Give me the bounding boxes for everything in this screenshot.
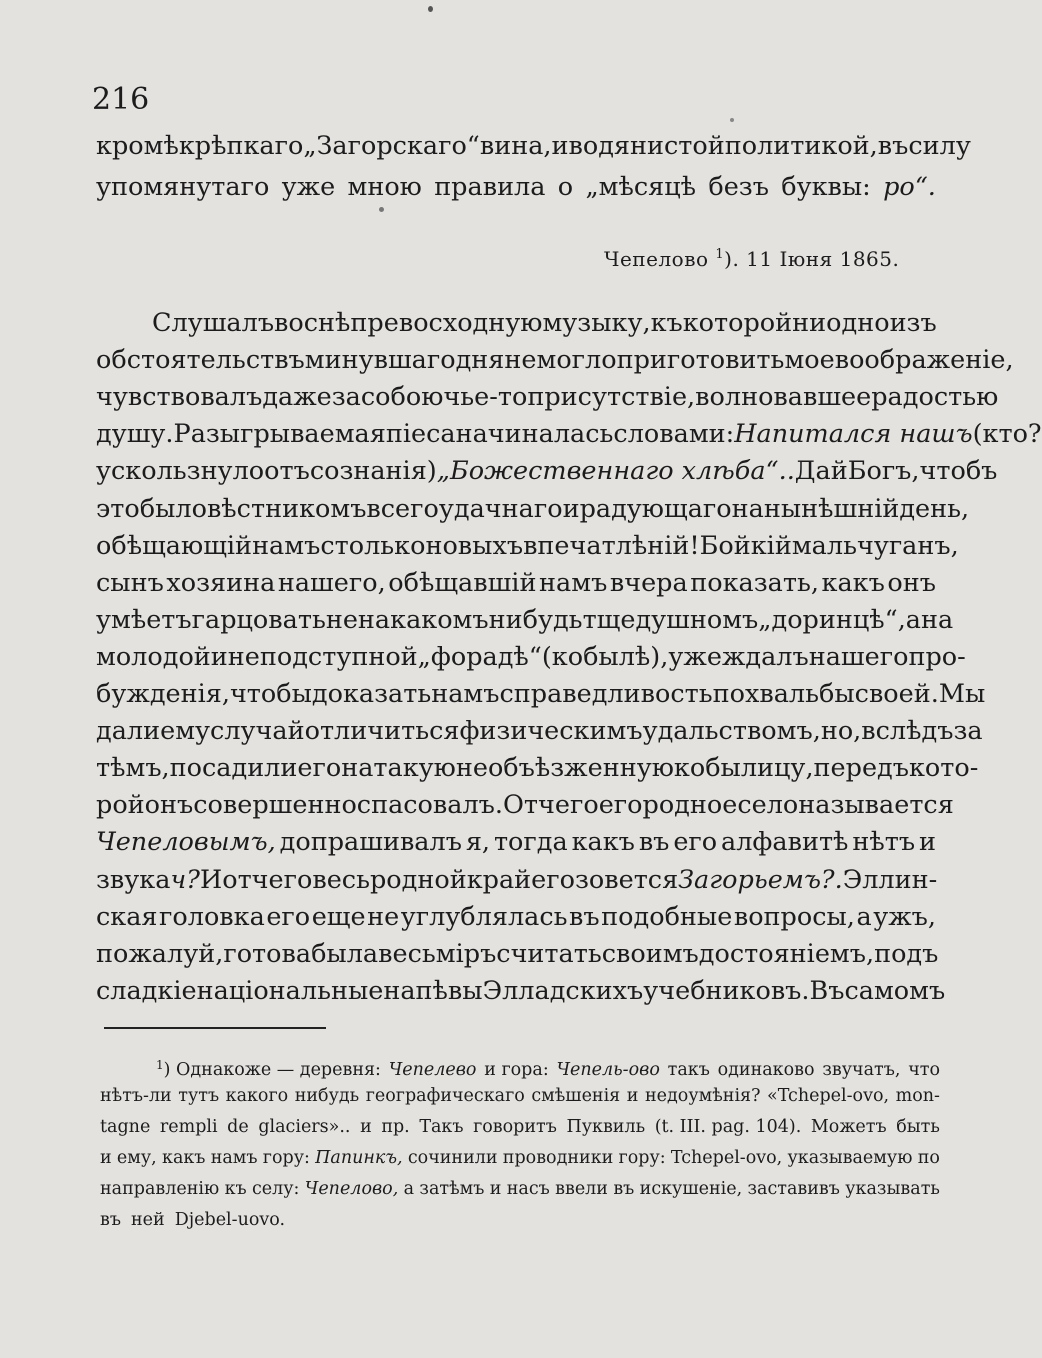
footnote-line xyxy=(100,1176,940,1203)
word: душу. xyxy=(96,419,174,450)
print-speck xyxy=(379,207,384,212)
word: ская xyxy=(96,901,158,932)
text-line xyxy=(96,862,936,898)
text-line xyxy=(96,787,954,823)
word: пожалуй, xyxy=(96,938,224,969)
word: Отчего xyxy=(503,790,599,821)
word: на xyxy=(921,604,954,635)
word: своей. xyxy=(854,679,939,709)
word: обѣщающій xyxy=(96,530,253,561)
word: на xyxy=(357,604,391,635)
word: Мы xyxy=(938,679,986,709)
word: собою xyxy=(360,382,444,413)
word: нашего, xyxy=(277,567,386,598)
word: необъѣзженную xyxy=(455,753,674,784)
word: нибудь xyxy=(488,604,583,635)
word: правила xyxy=(434,172,546,202)
word: „форадѣ“ xyxy=(417,641,542,672)
word: звука xyxy=(96,864,171,895)
word: за xyxy=(953,716,983,747)
word: что xyxy=(908,1060,940,1080)
word: ускользнуло xyxy=(96,456,265,487)
word: намъ xyxy=(252,530,321,561)
word: уже xyxy=(668,641,722,672)
word: и xyxy=(489,1179,502,1199)
word: отчего xyxy=(222,864,313,895)
word: сочинили xyxy=(407,1148,498,1168)
word: радостью xyxy=(871,382,999,413)
text-line xyxy=(96,379,999,415)
word: вѣстникомъ xyxy=(206,493,367,524)
word: зовется xyxy=(574,864,679,895)
text-line xyxy=(96,602,954,638)
footnote-rule xyxy=(104,1027,326,1029)
text-line xyxy=(96,305,936,341)
word: Богъ, xyxy=(847,456,920,487)
word: ни xyxy=(792,308,827,338)
word: Бойкій xyxy=(699,530,792,561)
word: спасовалъ. xyxy=(356,790,503,821)
print-speck xyxy=(730,118,734,122)
word: превосходную xyxy=(350,308,543,338)
word: Tchepel-ovo, xyxy=(670,1148,783,1168)
word: посадили xyxy=(169,753,298,784)
word: гору: xyxy=(262,1148,310,1168)
word: Загорьемъ?. xyxy=(678,864,843,895)
word: могло xyxy=(536,345,617,376)
text-line xyxy=(96,973,946,1009)
word: а xyxy=(856,901,872,932)
word: начиналась xyxy=(455,419,614,450)
word: упомянутаго xyxy=(96,172,270,202)
text-line xyxy=(96,565,936,601)
word: день, xyxy=(899,493,970,524)
word: и xyxy=(100,1148,112,1168)
word: въ xyxy=(613,1179,635,1199)
word: даже xyxy=(262,382,332,413)
word: Дай xyxy=(794,456,848,487)
word: достояніемъ, xyxy=(698,938,875,969)
word: mon- xyxy=(895,1086,940,1106)
word: мною xyxy=(347,172,422,202)
word: ему xyxy=(160,716,211,747)
word: случай xyxy=(210,716,305,747)
word: его xyxy=(531,864,575,895)
word: ужъ, xyxy=(873,901,936,932)
word: мое xyxy=(784,345,835,376)
word: подъ xyxy=(874,938,939,969)
word: нибудь xyxy=(294,1086,360,1106)
word: еще xyxy=(311,901,366,932)
word: піеса xyxy=(385,419,456,450)
footnote-line xyxy=(100,1207,940,1234)
word: край xyxy=(466,864,532,895)
word: учебниковъ. xyxy=(643,975,810,1006)
text-line xyxy=(96,639,966,675)
word: передъ xyxy=(813,753,909,784)
word: чувствовалъ xyxy=(96,382,263,413)
word: въ xyxy=(638,827,670,858)
word: Папинкъ, xyxy=(315,1148,403,1168)
text-line xyxy=(96,453,998,489)
word: Чепеловымъ, xyxy=(96,827,276,858)
word: мальчуганъ, xyxy=(791,530,959,561)
word: воображеніе, xyxy=(834,345,1014,376)
word: буквы: xyxy=(781,172,871,202)
word: его xyxy=(598,790,643,821)
text-line xyxy=(96,713,983,749)
word: искушеніе, xyxy=(639,1179,743,1199)
dateline-rest: ). 11 Іюня 1865. xyxy=(724,247,900,271)
word: быть xyxy=(896,1117,940,1137)
word: я, xyxy=(465,827,491,858)
word: Можетъ xyxy=(810,1117,887,1137)
word: тщедушномъ xyxy=(582,604,759,635)
word: и xyxy=(562,493,580,524)
word: „доринцѣ“, xyxy=(758,604,906,635)
word: сладкіе xyxy=(96,975,197,1006)
word: ро“. xyxy=(883,172,936,202)
word: tagne xyxy=(100,1117,151,1137)
word: изъ xyxy=(889,308,937,338)
word: родное xyxy=(642,790,738,821)
word: весь xyxy=(378,938,436,969)
word: музыку, xyxy=(542,308,651,338)
word: это xyxy=(96,493,140,524)
word: онъ xyxy=(887,567,936,598)
word: чтобы xyxy=(229,679,312,709)
word: говоритъ xyxy=(473,1117,557,1137)
word: пр. xyxy=(381,1117,410,1137)
word: въ xyxy=(569,901,600,932)
word: намъ xyxy=(431,679,500,709)
word: Элладскихъ xyxy=(482,975,644,1006)
word: Эллин- xyxy=(842,864,938,895)
word: совершенно xyxy=(193,790,357,821)
word: по xyxy=(917,1148,940,1168)
word: міръ xyxy=(435,938,497,969)
word: готова xyxy=(223,938,312,969)
word: его xyxy=(266,901,311,932)
word: Чепелово, xyxy=(304,1179,399,1199)
word: Разыгрываемая xyxy=(173,419,386,450)
word: обѣщавшій xyxy=(388,567,537,598)
word: во xyxy=(274,308,304,338)
word: указывать xyxy=(845,1179,940,1199)
word: Чепелево xyxy=(388,1060,477,1080)
word: тѣмъ, xyxy=(96,753,170,784)
word: тутъ xyxy=(178,1086,220,1106)
print-speck xyxy=(428,6,433,12)
word: отличиться xyxy=(304,716,460,747)
word: звучатъ, xyxy=(822,1060,901,1080)
word: не xyxy=(504,345,537,376)
word: національные xyxy=(196,975,384,1006)
word: но, xyxy=(820,716,862,747)
word: въ xyxy=(100,1210,121,1230)
text-line xyxy=(96,416,1042,452)
word: къ xyxy=(224,1179,247,1199)
word: къ xyxy=(650,308,683,338)
word: нынѣшній xyxy=(763,493,900,524)
word: (кто? xyxy=(972,419,1042,450)
word: намъ xyxy=(210,1148,258,1168)
word: подобные xyxy=(601,901,733,932)
word: обстоятельствъ xyxy=(96,345,305,376)
word: „Божественнаго хлѣба“.. xyxy=(436,456,795,487)
word: glaciers».. xyxy=(258,1117,351,1137)
word: и xyxy=(626,1086,639,1106)
word: умѣетъ xyxy=(96,604,192,635)
footnote-mark: 1 xyxy=(156,1058,164,1072)
text-line xyxy=(96,936,939,972)
word: направленію xyxy=(100,1179,220,1199)
word: считать xyxy=(496,938,602,969)
text-line xyxy=(96,899,936,935)
word: алфавитѣ xyxy=(721,827,849,858)
word: какомъ xyxy=(390,604,489,635)
word: родной xyxy=(369,864,467,895)
word: селу: xyxy=(251,1179,300,1199)
word: отъ xyxy=(264,456,310,487)
word: безъ xyxy=(708,172,769,202)
word: политикой, xyxy=(724,131,878,161)
word: хозяина xyxy=(166,567,276,598)
word: напѣвы xyxy=(383,975,483,1006)
word: онъ xyxy=(144,790,194,821)
word: такую xyxy=(373,753,456,784)
word: похвальбы xyxy=(712,679,855,709)
word: водянистой xyxy=(568,131,725,161)
word: какого xyxy=(225,1086,289,1106)
word: впечатлѣній! xyxy=(523,530,700,561)
word: на xyxy=(731,493,764,524)
word: а xyxy=(403,1179,415,1199)
word: физическимъ xyxy=(459,716,643,747)
word: а xyxy=(905,604,921,635)
word: удальствомъ, xyxy=(642,716,821,747)
footnote-line xyxy=(100,1114,940,1141)
word: ждалъ xyxy=(721,641,809,672)
word: неподступной xyxy=(227,641,418,672)
word: de xyxy=(227,1117,249,1137)
word: была xyxy=(311,938,379,969)
word: заставивъ xyxy=(747,1179,840,1199)
dateline-footnote-mark: 1 xyxy=(715,247,725,262)
word: доказать xyxy=(311,679,432,709)
word: своимъ xyxy=(601,938,699,969)
word: смѣшенія xyxy=(531,1086,621,1106)
word: не xyxy=(367,901,400,932)
word: весь xyxy=(312,864,370,895)
word: крѣпкаго xyxy=(178,131,304,161)
word: удачнаго xyxy=(438,493,563,524)
word: показать, xyxy=(690,567,819,598)
word: рой xyxy=(96,790,145,821)
word: которой xyxy=(682,308,793,338)
word: какъ xyxy=(571,827,635,858)
word: Пуквиль xyxy=(566,1117,646,1137)
word: затѣмъ xyxy=(419,1179,485,1199)
word: нѣтъ-ли xyxy=(100,1086,172,1106)
word: силу xyxy=(908,131,971,161)
footnote-line xyxy=(100,1083,940,1110)
word: какъ xyxy=(821,567,885,598)
word: снѣ xyxy=(303,308,351,338)
text-line xyxy=(96,676,986,712)
word: (t. III. pag. 104). xyxy=(654,1117,802,1137)
word: недоумѣнія? xyxy=(645,1086,761,1106)
text-line xyxy=(96,824,936,860)
word: не xyxy=(325,604,358,635)
word: нашего xyxy=(808,641,909,672)
word: приготовить xyxy=(616,345,785,376)
word: кромѣ xyxy=(96,131,179,161)
word: самомъ xyxy=(844,975,946,1006)
word: и xyxy=(918,827,936,858)
text-line xyxy=(96,128,971,164)
word: „мѣсяцѣ xyxy=(585,172,697,202)
word: въ xyxy=(877,131,909,161)
footnote-lead xyxy=(156,1052,381,1084)
word: географическаго xyxy=(365,1086,525,1106)
word: и xyxy=(360,1117,372,1137)
word: молодой xyxy=(96,641,211,672)
word: гарцовать xyxy=(191,604,326,635)
word: Djebel-uovo. xyxy=(174,1210,286,1230)
word: на xyxy=(341,753,374,784)
text-line xyxy=(96,750,979,786)
word: Напитался нашъ xyxy=(734,419,973,450)
word: вопросы, xyxy=(733,901,855,932)
word: село xyxy=(737,790,799,821)
word: и xyxy=(551,131,569,161)
word: ней xyxy=(131,1210,165,1230)
word: ему, xyxy=(116,1148,157,1168)
word: сынъ xyxy=(96,567,164,598)
word: „Загорскаго“ xyxy=(303,131,480,161)
word: намъ xyxy=(539,567,608,598)
word: уже xyxy=(281,172,336,202)
word: справедливость xyxy=(499,679,713,709)
text-line xyxy=(96,169,936,205)
word: радующаго xyxy=(579,493,732,524)
word: углублялась xyxy=(400,901,568,932)
dateline-place: Чепелово xyxy=(604,247,709,271)
word: столько xyxy=(320,530,426,561)
dateline xyxy=(604,240,899,274)
word: дня xyxy=(455,345,505,376)
word: всего xyxy=(366,493,439,524)
word: ввели xyxy=(555,1179,608,1199)
word: волновавшее xyxy=(695,382,872,413)
word: (кобылѣ), xyxy=(541,641,669,672)
word: одинаково xyxy=(717,1060,815,1080)
word: головка xyxy=(159,901,265,932)
word: дали xyxy=(96,716,161,747)
word: проводники xyxy=(502,1148,614,1168)
word: Слушалъ xyxy=(152,308,275,338)
word: о xyxy=(557,172,574,202)
word: новыхъ xyxy=(425,530,524,561)
word: сознанія) xyxy=(309,456,437,487)
word: про- xyxy=(908,641,966,672)
word: присутствіе, xyxy=(527,382,696,413)
word: вслѣдъ xyxy=(861,716,954,747)
word: кото- xyxy=(908,753,979,784)
word: rempli xyxy=(159,1117,218,1137)
word: его xyxy=(297,753,342,784)
word: одно xyxy=(826,308,890,338)
word: минувшаго xyxy=(304,345,456,376)
word: ч? xyxy=(170,864,200,895)
word: называется xyxy=(798,790,954,821)
word: чье-то xyxy=(443,382,528,413)
word: и xyxy=(210,641,228,672)
word: за xyxy=(331,382,361,413)
word: допрашивалъ xyxy=(279,827,462,858)
word: вчера xyxy=(609,567,688,598)
word: такъ xyxy=(667,1060,710,1080)
word: вина, xyxy=(479,131,552,161)
text-line xyxy=(96,528,959,564)
word: было xyxy=(139,493,207,524)
footnote-line xyxy=(100,1145,940,1172)
word: чтобъ xyxy=(919,456,998,487)
text-line xyxy=(96,491,970,527)
word: насъ xyxy=(506,1179,550,1199)
word: «Tchepel-ovo, xyxy=(767,1086,890,1106)
word: гору: xyxy=(618,1148,666,1168)
word: бужденія, xyxy=(96,679,230,709)
footnote-line xyxy=(100,1052,940,1084)
word: Въ xyxy=(809,975,845,1006)
word: И xyxy=(199,864,223,895)
word: и гора: xyxy=(484,1060,549,1080)
word: ) Однакоже — деревня: xyxy=(163,1060,381,1080)
page-number: 216 xyxy=(92,82,150,117)
text-line xyxy=(96,342,1014,378)
word: словами: xyxy=(613,419,735,450)
word: Чепель-ово xyxy=(556,1060,660,1080)
word: его xyxy=(673,827,718,858)
word: Такъ xyxy=(419,1117,464,1137)
word: тогда xyxy=(493,827,568,858)
word: какъ xyxy=(162,1148,206,1168)
word: указываемую xyxy=(787,1148,913,1168)
word: кобылицу, xyxy=(673,753,814,784)
word: нѣтъ xyxy=(852,827,916,858)
